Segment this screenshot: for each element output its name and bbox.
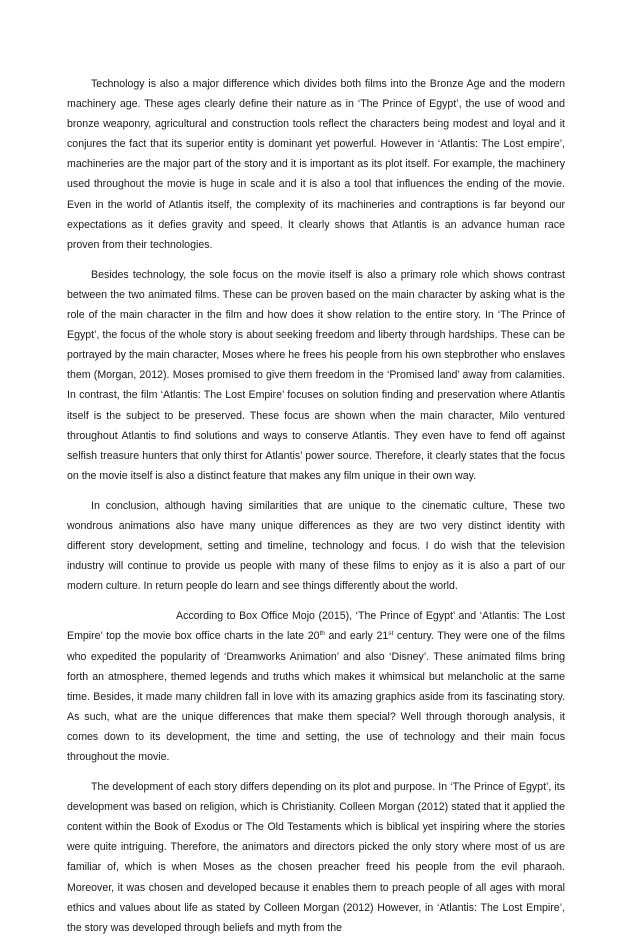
paragraph-conclusion: In conclusion, although having similarities that are unique to the cinematic culture, These two wondrous animations also have many unique differences as they are two very distinct identity with different story development, setting and timeline, technology and focus. I do wish that the television industry will continue to provide us people with many of these films to enjoy as it is also a part of our modern culture. In return people do learn and see things differently about the world. xyxy=(67,499,565,593)
paragraph-focus: Besides technology, the sole focus on the movie itself is also a primary role which shows contrast between the two animated films. These can be proven based on the main character by asking what is the role of the main character in the film and how does it show relation to the entire story. In ‘The Prince of Egypt’, the focus of the whole story is about seeking freedom and liberty through hardships. These can be portrayed by the main character, Moses where he frees his people from his own stepbrother who enslaves them (Morgan, 2012). Moses promised to give them freedom in the ‘Promised land’ away from calamities. In contrast, the film ‘Atlantis: The Lost Empire’ focuses on solution finding and preservation where Atlantis itself is the subject to be preserved. These focus are shown when the main character, Milo ventured throughout Atlantis to find solutions and ways to conserve Atlantis. They even have to fend off against selfish treasure hunters that only thirst for Atlantis’ power source. Therefore, it clearly states that the focus on the movie itself is also a distinct feature that makes any film unique in their own way. xyxy=(67,268,565,482)
box-office-mid: and early 21 xyxy=(324,630,389,643)
superscript-st: st xyxy=(388,630,394,638)
box-office-rest: century. They were one of the films who expedited the popularity of ‘Dreamworks Animation’ and also ‘Disney’. These animated films bring forth an atmosphere, themed legends and truths which makes it whimsical but melancholic at the same time. Besides, it made many children fall in love with its amazing graphics aside from its fascinating story. As such, what are the unique differences that make them special? Well through thorough analysis, it comes down to its development, the time and setting, the use of technology and their main focus throughout the movie. xyxy=(67,630,565,763)
superscript-th: th xyxy=(319,630,325,638)
paragraph-box-office xyxy=(67,606,565,767)
paragraph-development: The development of each story differs depending on its plot and purpose. In ‘The Prince of Egypt’, its development was based on religion, which is Christianity. Colleen Morgan (2012) stated that it applied the content within the Book of Exodus or The Old Testaments which is biblical yet inspiring where the stories were quite intriguing. Therefore, the animators and directors picked the only story where most of us are familiar of, which is when Moses as the chosen preacher freed his people from the evil pharaoh. Moreover, it was chosen and developed because it enables them to preach people of all ages with moral ethics and values about life as stated by Colleen Morgan (2012) However, in ‘Atlantis: The Lost Empire’, the story was developed through beliefs and myth from the xyxy=(67,781,565,934)
paragraph-technology: Technology is also a major difference which divides both films into the Bronze Age and the modern machinery age. These ages clearly define their nature as in ‘The Prince of Egypt’, the use of wood and bronze weaponry, agricultural and construction tools reflect the characters being modest and loyal and it conjures the fact that its superior entity is dominant yet powerful. However in ‘Atlantis: The Lost empire’, machineries are the major part of the story and it is important as its plot itself. For example, the machinery used throughout the movie is huge in scale and it is also a tool that influences the ending of the movie. Even in the world of Atlantis itself, the complexity of its machineries and contraptions is far beyond our expectations as it defies gravity and speed. It clearly shows that Atlantis is an advance human race proven from their technologies. xyxy=(67,78,565,251)
box-office-intro: According to Box Office Mojo (2015), ‘The Prince of Egypt’ and ‘Atlantis: The Lost Empire’ top the movie box office charts in the late 20 xyxy=(67,610,565,643)
